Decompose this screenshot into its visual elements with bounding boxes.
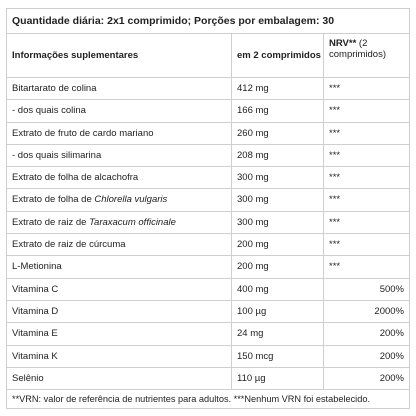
table-row xyxy=(7,234,410,256)
table-row xyxy=(7,256,410,278)
title-row xyxy=(7,9,410,34)
footer-row xyxy=(7,390,410,409)
ingredient-amount: 110 µg xyxy=(232,367,324,389)
ingredient-name: L-Metionina xyxy=(7,256,232,278)
ingredient-amount: 24 mg xyxy=(232,323,324,345)
ingredient-name: Bitartarato de colina xyxy=(7,78,232,100)
ingredient-name: Selênio xyxy=(7,367,232,389)
ingredient-name: Vitamina E xyxy=(7,323,232,345)
table-row xyxy=(7,167,410,189)
header-nrv-suffix: (2 comprimidos) xyxy=(329,38,387,61)
ingredient-name: Vitamina C xyxy=(7,278,232,300)
footnote: **VRN: valor de referência de nutrientes para adultos. ***Nenhum VRN foi estabelecido. xyxy=(7,390,410,409)
ingredient-nrv: 500% xyxy=(324,278,410,300)
ingredient-nrv: *** xyxy=(324,100,410,122)
table-row xyxy=(7,278,410,300)
table-row xyxy=(7,345,410,367)
ingredient-name: Extrato de fruto de cardo mariano xyxy=(7,122,232,144)
ingredient-amount: 260 mg xyxy=(232,122,324,144)
daily-dose-title: Quantidade diária: 2x1 comprimido; Porções por embalagem: 30 xyxy=(7,9,410,34)
ingredient-nrv: 2000% xyxy=(324,300,410,322)
ingredient-nrv: 200% xyxy=(324,323,410,345)
header-nrv-bold: NRV** xyxy=(329,38,357,49)
ingredient-name xyxy=(7,189,232,211)
ingredient-amount: 166 mg xyxy=(232,100,324,122)
table-row xyxy=(7,144,410,166)
table-row xyxy=(7,367,410,389)
ingredient-name: - dos quais colina xyxy=(7,100,232,122)
ingredient-name-italic: Chlorella vulgaris xyxy=(94,194,168,206)
ingredient-nrv: *** xyxy=(324,78,410,100)
ingredient-amount: 412 mg xyxy=(232,78,324,100)
ingredient-amount: 400 mg xyxy=(232,278,324,300)
ingredient-name-plain: Extrato de raiz de xyxy=(12,216,90,228)
header-row xyxy=(7,34,410,78)
ingredient-nrv: *** xyxy=(324,211,410,233)
header-nrv xyxy=(324,34,410,78)
ingredient-nrv: *** xyxy=(324,167,410,189)
table-row xyxy=(7,122,410,144)
header-supplement-info: Informações suplementares xyxy=(7,34,232,78)
ingredient-nrv: *** xyxy=(324,234,410,256)
table-row xyxy=(7,300,410,322)
ingredient-nrv: 200% xyxy=(324,367,410,389)
table-row xyxy=(7,323,410,345)
ingredient-name: Extrato de folha de alcachofra xyxy=(7,167,232,189)
ingredient-amount: 300 mg xyxy=(232,167,324,189)
ingredient-name: - dos quais silimarina xyxy=(7,144,232,166)
ingredient-name-italic: Taraxacum officinale xyxy=(89,216,176,228)
ingredient-amount: 200 mg xyxy=(232,234,324,256)
ingredient-amount: 300 mg xyxy=(232,211,324,233)
ingredient-nrv: *** xyxy=(324,122,410,144)
ingredient-nrv: *** xyxy=(324,144,410,166)
ingredient-name: Vitamina K xyxy=(7,345,232,367)
ingredient-nrv: 200% xyxy=(324,345,410,367)
ingredient-name-plain: Extrato de folha de xyxy=(12,194,95,206)
ingredient-nrv: *** xyxy=(324,189,410,211)
ingredient-name: Extrato de raiz de cúrcuma xyxy=(7,234,232,256)
ingredient-amount: 300 mg xyxy=(232,189,324,211)
supplement-facts-table xyxy=(6,8,410,409)
table-row xyxy=(7,211,410,233)
table-row xyxy=(7,78,410,100)
ingredient-amount: 200 mg xyxy=(232,256,324,278)
ingredient-name: Vitamina D xyxy=(7,300,232,322)
header-amount: em 2 comprimidos xyxy=(232,34,324,78)
table-row xyxy=(7,189,410,211)
ingredient-nrv: *** xyxy=(324,256,410,278)
ingredient-amount: 208 mg xyxy=(232,144,324,166)
ingredient-name xyxy=(7,211,232,233)
table-row xyxy=(7,100,410,122)
ingredient-amount: 100 µg xyxy=(232,300,324,322)
ingredient-amount: 150 mcg xyxy=(232,345,324,367)
